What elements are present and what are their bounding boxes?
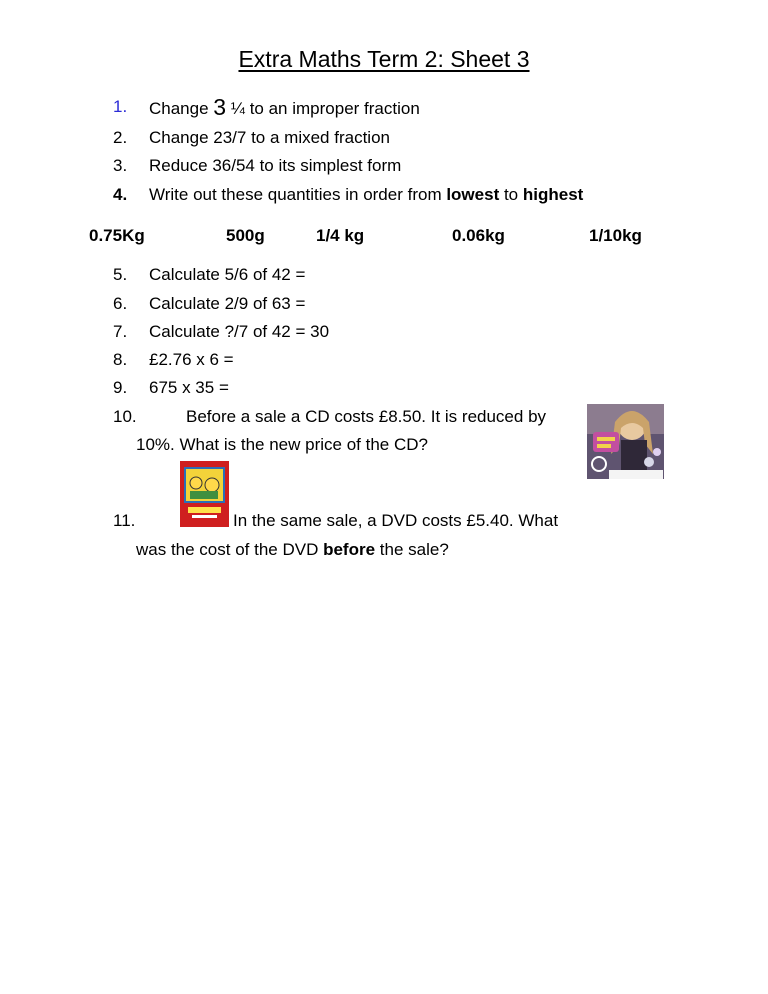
- cd-cover-art: [587, 404, 664, 479]
- question-number-4: 4.: [113, 185, 128, 204]
- question-4: [149, 185, 583, 205]
- question-4-highest: highest: [522, 185, 584, 204]
- question-11-before: before: [323, 540, 376, 559]
- question-11-line-2: [136, 540, 449, 560]
- question-3: Reduce 36/54 to its simplest form: [149, 156, 402, 175]
- question-number-3: 3.: [113, 156, 128, 175]
- question-9: 675 x 35 =: [149, 378, 229, 397]
- question-11-post: the sale?: [375, 540, 449, 559]
- question-number-1: 1.: [113, 97, 128, 116]
- question-10-line-1: Before a sale a CD costs £8.50. It is reduced by: [186, 407, 547, 426]
- page-title: Extra Maths Term 2: Sheet 3: [238, 46, 530, 72]
- question-1-big-number: 3: [213, 94, 227, 120]
- quantity-item: 1/4 kg: [316, 226, 365, 245]
- question-4-mid: to: [499, 185, 523, 204]
- question-number-5: 5.: [113, 265, 128, 284]
- quantity-item: 0.06kg: [452, 226, 505, 245]
- quantity-item: 500g: [226, 226, 265, 245]
- question-4-lowest: lowest: [446, 185, 500, 204]
- dvd-cover-art: [180, 461, 229, 527]
- question-6: Calculate 2/9 of 63 =: [149, 294, 306, 313]
- dvd-cover-image: [180, 461, 229, 527]
- question-8: £2.76 x 6 =: [149, 350, 234, 369]
- cd-cover-image: [587, 404, 664, 479]
- question-number-8: 8.: [113, 350, 128, 369]
- question-number-10: 10.: [113, 407, 137, 426]
- quantity-item: 1/10kg: [589, 226, 642, 245]
- quantity-item: 0.75Kg: [89, 226, 145, 245]
- question-7: Calculate ?/7 of 42 = 30: [149, 322, 330, 341]
- question-11-pre: was the cost of the DVD: [136, 540, 324, 559]
- question-1-pre: Change: [149, 99, 214, 118]
- question-4-pre: Write out these quantities in order from: [149, 185, 447, 204]
- question-number-9: 9.: [113, 378, 128, 397]
- question-5: Calculate 5/6 of 42 =: [149, 265, 306, 284]
- question-2: Change 23/7 to a mixed fraction: [149, 128, 390, 147]
- question-1-post: ¼ to an improper fraction: [226, 99, 420, 118]
- question-number-11: 11.: [113, 511, 136, 530]
- question-11-line-1: In the same sale, a DVD costs £5.40. What: [233, 511, 559, 530]
- question-number-6: 6.: [113, 294, 128, 313]
- question-number-2: 2.: [113, 128, 128, 147]
- question-10-line-2: 10%. What is the new price of the CD?: [136, 435, 428, 454]
- question-1: [149, 94, 420, 120]
- question-number-7: 7.: [113, 322, 128, 341]
